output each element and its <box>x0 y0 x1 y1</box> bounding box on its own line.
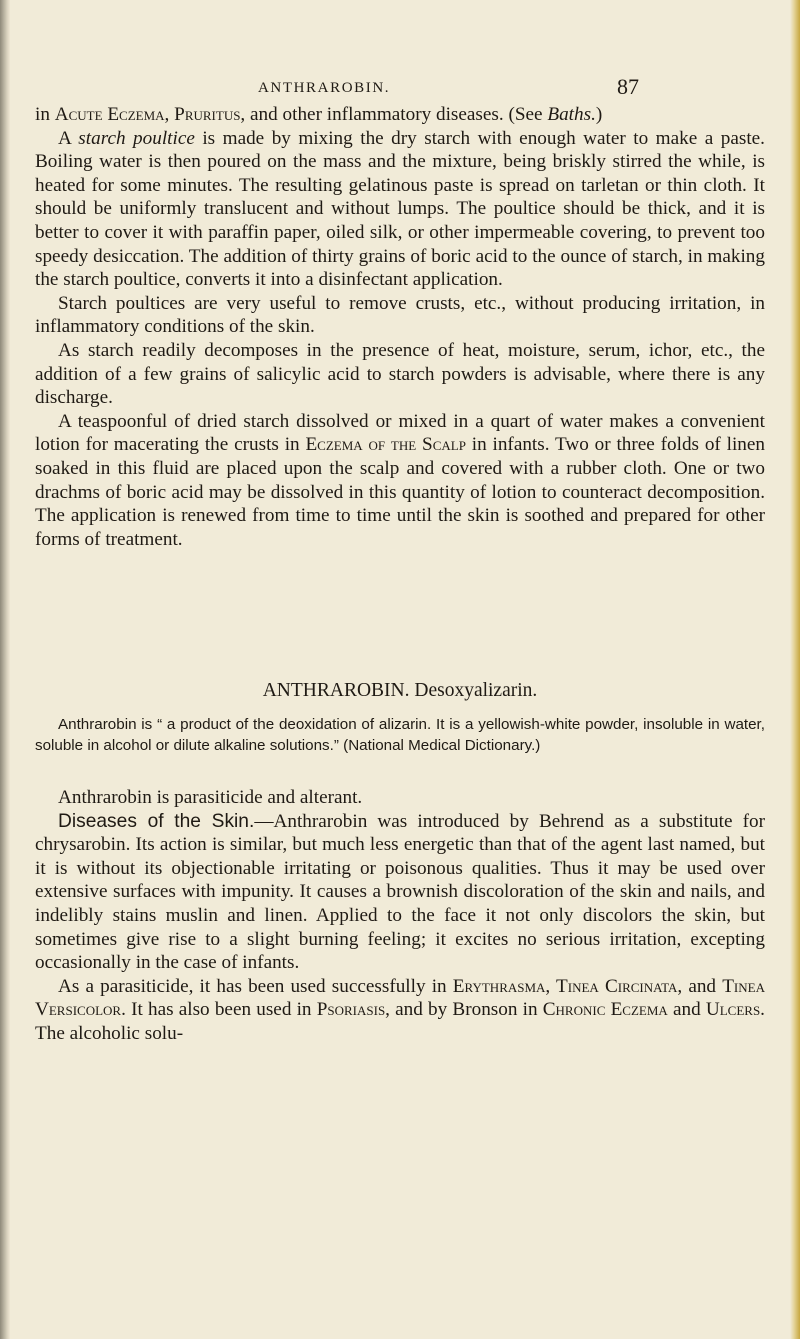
paragraph-parasiticide: Anthrarobin is parasiticide and alterant. <box>58 787 363 808</box>
paragraph-parasiticide-uses: As a parasiticide, it has been used successfully in Erythrasma, Tinea Circinata, and Tinea Versicolor. It has also been used in Psoriasis, and by Bronson in Chronic Eczema and Ulcers. The alcoholic solu- <box>35 975 765 1044</box>
page-left-edge <box>0 0 10 1339</box>
paragraph-diseases-of-skin: Diseases of the Skin.—Anthrarobin was introduced by Behrend as a substitute for chrysarobin. Its action is similar, but much less energetic than that of the agent last named, but it is without its objectionable irritating or poisonous qualities. Thus it may be used over extensive surfaces with impunity. It causes a brownish discoloration of the skin and nails, and indelibly stains muslin and linen. Applied to the face it not only discolors the skin, but sometimes give rise to a slight burning feeling; it excites no serious irritation, excepting occasionally in the case of infants. <box>35 810 765 974</box>
entry-definition-quote: Anthrarobin is “ a product of the deoxidation of alizarin. It is a yellowish-white powder, insoluble in water, soluble in alcohol or dilute alkaline solutions.” (National Medical Dictionary.) <box>35 716 765 754</box>
anthrarobin-section <box>35 786 765 1046</box>
subheading-diseases-of-skin: Diseases of the Skin. <box>58 810 255 832</box>
running-title: ANTHRAROBIN. <box>258 80 391 96</box>
paragraph-starch-poultice: A starch poultice is made by mixing the dry starch with enough water to make a paste. Boiling water is then poured on the mass and the mixture, being briskly stirred the while, is heated for some minutes. The resulting gelatinous paste is spread on tarletan or thin cloth. It should be uniformly translucent and without lumps. The poultice should be thick, and it is better to cover it with paraffin paper, oiled silk, or other impermeable covering, to prevent too speedy desiccation. The addition of thirty grains of boric acid to the ounce of starch, in making the starch poultice, converts it into a disinfectant application. <box>35 127 765 291</box>
paragraph-starch-lotion: A teaspoonful of dried starch dissolved or mixed in a quart of water makes a convenient lotion for macerating the crusts in Eczema of the Scalp in infants. Two or three folds of linen soaked in this fluid are placed upon the scalp and covered with a rubber cloth. One or two drachms of boric acid may be dissolved in this quantity of lotion to counteract decomposition. The application is renewed from time to time until the skin is soothed and prepared for other forms of treatment. <box>35 410 765 550</box>
page-number: 87 <box>617 74 639 99</box>
entry-heading: ANTHRAROBIN. Desoxyalizarin. <box>262 680 538 701</box>
paragraph-eczema-baths: in Acute Eczema, Pruritus, and other inflammatory diseases. (See Baths.) <box>35 104 603 125</box>
paragraph-starch-decomposition: As starch readily decomposes in the presence of heat, moisture, serum, ichor, etc., the addition of a few grains of salicylic acid to starch powders is advisable, where there is any discharge. <box>35 339 765 409</box>
paragraph-starch-uses: Starch poultices are very useful to remove crusts, etc., without producing irritation, in inflammatory conditions of the skin. <box>35 292 765 338</box>
starch-section <box>35 103 765 551</box>
page-right-edge <box>790 0 800 1339</box>
page-header <box>0 74 800 104</box>
